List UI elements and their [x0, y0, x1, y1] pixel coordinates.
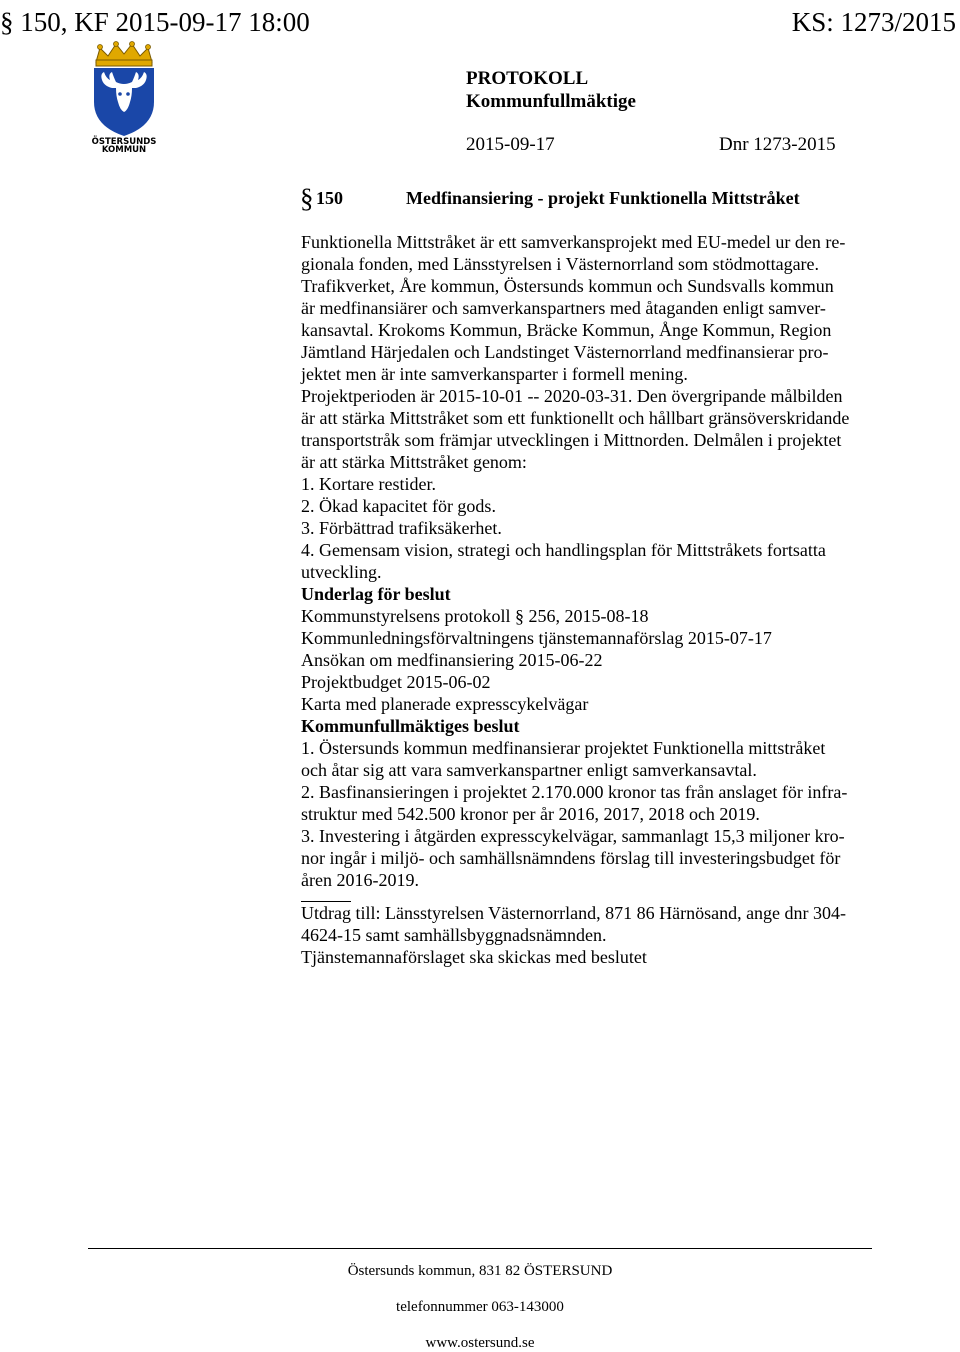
text-line: åren 2016-2019.: [301, 870, 419, 890]
protocol-date: 2015-09-17: [466, 134, 555, 155]
text-line: Utdrag till: Länsstyrelsen Västernorrland, 871 86 Härnösand, ange dnr 304-: [301, 903, 847, 923]
header-case-reference: § 150, KF 2015-09-17 18:00: [0, 7, 310, 37]
text-line: 4624-15 samt samhällsbyggnadsnämnden.: [301, 925, 607, 945]
header-ks-number: KS: 1273/2015: [791, 7, 956, 37]
text-line: är medfinansiärer och samverkanspartners med åtaganden enligt samver-: [301, 298, 826, 318]
section-sign: §: [300, 183, 314, 213]
footer-phone: telefonnummer 063-143000: [396, 1299, 564, 1315]
text-line: Trafikverket, Åre kommun, Östersunds kommun och Sundsvalls kommun: [301, 276, 834, 296]
crown-icon: [96, 42, 152, 67]
underlag-item: Kommunstyrelsens protokoll § 256, 2015-08-18: [301, 606, 649, 626]
text-line: jektet men är inte samverkansparter i formell mening.: [301, 364, 688, 384]
item-title: Medfinansiering - projekt Funktionella Mittstråket: [406, 188, 800, 208]
paragraph-project-goals: [301, 385, 891, 583]
ostersund-coat-of-arms-logo: [86, 40, 162, 152]
goal-list-item: 1. Kortare restider.: [301, 474, 436, 494]
footer-rule: [88, 1248, 872, 1249]
underlag-item: Ansökan om medfinansiering 2015-06-22: [301, 650, 603, 670]
protocol-body: Kommunfullmäktige: [466, 91, 636, 112]
underlag-item: Karta med planerade expresscykelvägar: [301, 694, 589, 714]
paragraph-background: [301, 231, 891, 385]
svg-text:KOMMUN: KOMMUN: [101, 145, 147, 152]
beslut-point-2: [301, 781, 891, 825]
goal-list-item: 4. Gemensam vision, strategi och handlingsplan för Mittstråkets fortsatta: [301, 540, 826, 560]
text-line: Jämtland Härjedalen och Landstinget Västernorrland medfinansierar pro-: [301, 342, 829, 362]
underlag-item: Projektbudget 2015-06-02: [301, 672, 491, 692]
text-line: 2. Basfinansieringen i projektet 2.170.000 kronor tas från anslaget för infra-: [301, 782, 848, 802]
beslut-point-3: [301, 825, 891, 891]
footer-website-link[interactable]: www.ostersund.se: [425, 1335, 535, 1351]
footer-address: Östersunds kommun, 831 82 ÖSTERSUND: [347, 1263, 613, 1279]
document-body: [301, 231, 891, 968]
text-line: struktur med 542.500 kronor per år 2016, 2017, 2018 och 2019.: [301, 804, 760, 824]
text-line: Funktionella Mittstråket är ett samverkansprojekt med EU-medel ur den re-: [301, 232, 846, 252]
protocol-dnr: Dnr 1273-2015: [719, 134, 836, 155]
underlag-list: [301, 605, 891, 715]
beslut-heading: Kommunfullmäktiges beslut: [301, 716, 520, 736]
underlag-item: Kommunledningsförvaltningens tjänstemannaförslag 2015-07-17: [301, 628, 772, 648]
goal-list-item: utveckling.: [301, 562, 382, 582]
text-line: 1. Östersunds kommun medfinansierar projektet Funktionella mittstråket: [301, 738, 826, 758]
item-number: 150: [316, 188, 343, 208]
text-line: Tjänstemannaförslaget ska skickas med beslutet: [301, 947, 647, 967]
text-line: kansavtal. Krokoms Kommun, Bräcke Kommun, Ånge Kommun, Region: [301, 320, 832, 340]
protocol-title: PROTOKOLL: [466, 68, 589, 89]
goal-list-item: 3. Förbättrad trafiksäkerhet.: [301, 518, 502, 538]
shield-icon: [94, 68, 154, 136]
text-line: transportstråk som främjar utvecklingen i Mittnorden. Delmålen i projektet: [301, 430, 842, 450]
utdrag-block: [301, 902, 891, 968]
text-line: och åtar sig att vara samverkanspartner enligt samverkansavtal.: [301, 760, 757, 780]
text-line: Projektperioden är 2015-10-01 -- 2020-03-31. Den övergripande målbilden: [301, 386, 843, 406]
footer: [0, 1262, 960, 1352]
svg-text:ÖSTERSUNDS: ÖSTERSUNDS: [91, 137, 157, 147]
underlag-heading: Underlag för beslut: [301, 584, 451, 604]
text-line: är att stärka Mittstråket som ett funktionellt och hållbart gränsöverskridande: [301, 408, 850, 428]
text-line: nor ingår i miljö- och samhällsnämndens förslag till investeringsbudget för: [301, 848, 841, 868]
text-line: 3. Investering i åtgärden expresscykelvägar, sammanlagt 15,3 miljoner kro-: [301, 826, 845, 846]
goal-list-item: 2. Ökad kapacitet för gods.: [301, 496, 496, 516]
text-line: gionala fonden, med Länsstyrelsen i Västernorrland som stödmottagare.: [301, 254, 820, 274]
beslut-point-1: [301, 737, 891, 781]
text-line: är att stärka Mittstråket genom:: [301, 452, 527, 472]
